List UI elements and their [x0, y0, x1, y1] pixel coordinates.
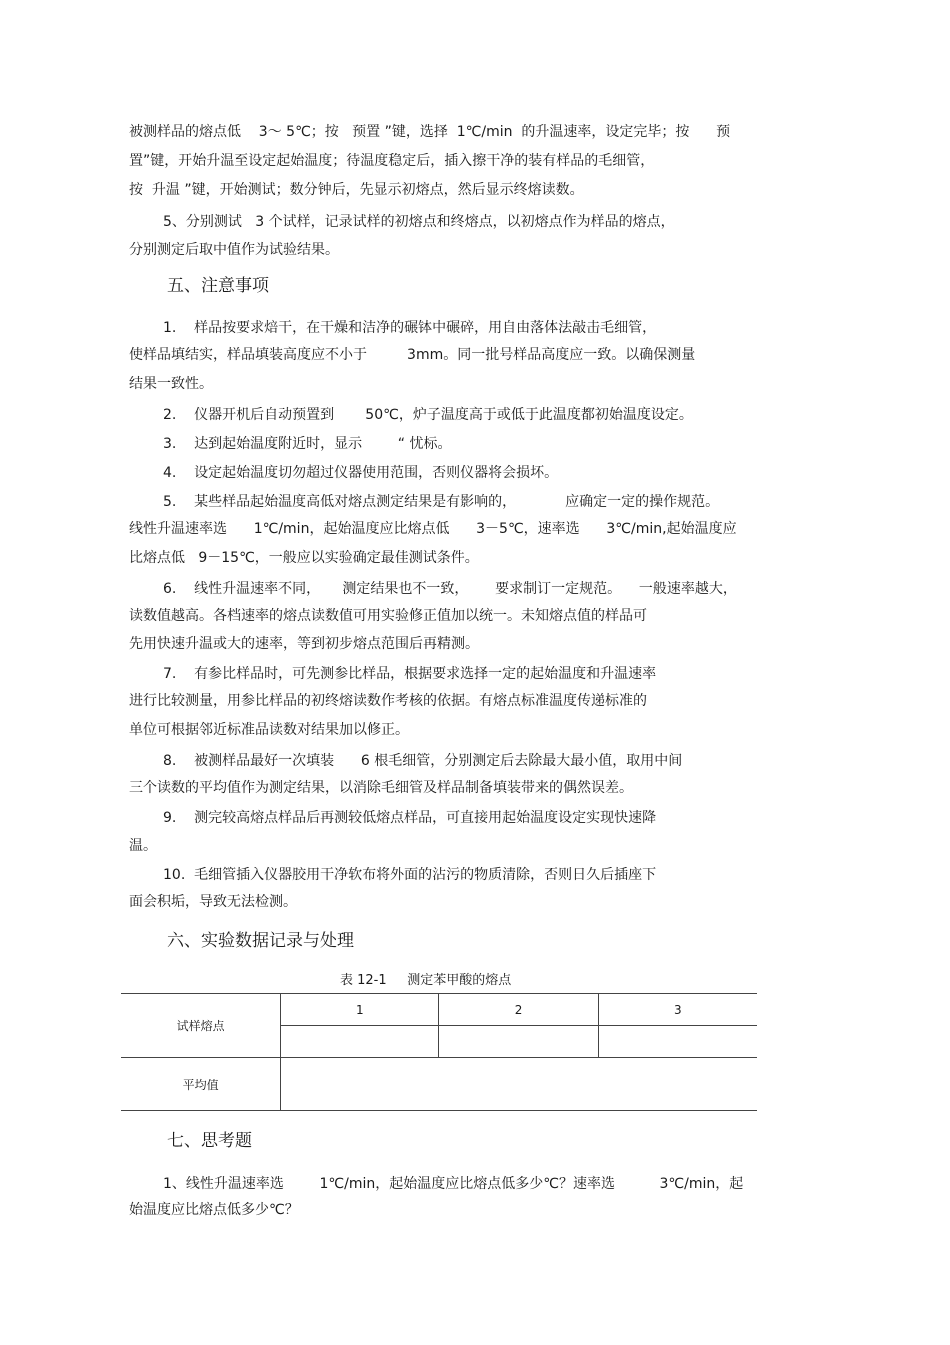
note-line: 1. 样品按要求焙干，在干燥和洁净的碾钵中碾碎，用自由落体法敲击毛细管， — [163, 320, 657, 336]
average-value-cell — [281, 1058, 757, 1111]
note-line: 线性升温速率选 1℃/min，起始温度应比熔点低 3－5℃，速率选 3℃/min,起始温度应 — [129, 521, 737, 537]
table-caption: 表 12-1 测定苯甲酸的熔点 — [340, 973, 512, 988]
section-title-data-record: 六、实验数据记录与处理 — [167, 931, 354, 951]
note-line: 三个读数的平均值作为测定结果，以消除毛细管及样品制备填装带来的偶然误差。 — [129, 780, 633, 796]
note-line: 6. 线性升温速率不同， 测定结果也不一致， 要求制订一定规范。 一般速率越大， — [163, 581, 737, 597]
note-line: 先用快速升温或大的速率，等到初步熔点范围后再精测。 — [129, 636, 479, 652]
note-line: 5. 某些样品起始温度高低对熔点测定结果是有影响的， 应确定一定的操作规范。 — [163, 494, 720, 510]
note-line: 结果一致性。 — [129, 376, 213, 392]
melting-point-table — [121, 993, 757, 1111]
note-line: 进行比较测量，用参比样品的初终熔读数作考核的依据。有熔点标准温度传递标准的 — [129, 693, 647, 709]
note-line: 8. 被测样品最好一次填装 6 根毛细管，分别测定后去除最大最小值，取用中间 — [163, 753, 683, 769]
note-line: 9. 测完较高熔点样品后再测较低熔点样品，可直接用起始温度设定实现快速降 — [163, 810, 657, 826]
procedure-line: 被测样品的熔点低 3～ 5℃；按 预置 ”键，选择 1℃/min 的升温速率，设定完毕；按 预 — [129, 124, 731, 140]
procedure-line: 按 升温 ”键，开始测试；数分钟后，先显示初熔点，然后显示终熔读数。 — [129, 182, 584, 198]
value-cell-3 — [598, 1026, 757, 1058]
value-cell-2 — [439, 1026, 598, 1058]
procedure-line: 分别测定后取中值作为试验结果。 — [129, 242, 339, 258]
col-header-1: 1 — [281, 994, 439, 1026]
section-title-precautions: 五、注意事项 — [167, 276, 269, 296]
note-line: 3. 达到起始温度附近时，显示 “ 忧标。 — [163, 436, 452, 452]
note-line: 读数值越高。各档速率的熔点读数值可用实验修正值加以统一。未知熔点值的样品可 — [129, 608, 647, 624]
col-header-3: 3 — [598, 994, 757, 1026]
section-title-questions: 七、思考题 — [167, 1131, 252, 1151]
note-line: 面会积垢，导致无法检测。 — [129, 894, 297, 910]
row-label-average: 平均值 — [121, 1058, 281, 1111]
note-line: 单位可根据邻近标准品读数对结果加以修正。 — [129, 722, 409, 738]
note-line: 温。 — [129, 838, 157, 854]
note-line: 使样品填结实，样品填装高度应不小于 3mm。同一批号样品高度应一致。以确保测量 — [129, 347, 696, 363]
row-label-sample-melting-point: 试样熔点 — [121, 994, 281, 1058]
procedure-line: 5、分别测试 3 个试样，记录试样的初熔点和终熔点，以初熔点作为样品的熔点， — [163, 214, 675, 230]
note-line: 7. 有参比样品时，可先测参比样品，根据要求选择一定的起始温度和升温速率 — [163, 666, 657, 682]
value-cell-1 — [281, 1026, 439, 1058]
note-line: 10. 毛细管插入仪器胶用干净软布将外面的沾污的物质清除，否则日久后插座下 — [163, 867, 657, 883]
procedure-line: 置”键，开始升温至设定起始温度；待温度稳定后，插入擦干净的装有样品的毛细管， — [129, 153, 655, 169]
note-line: 2. 仪器开机后自动预置到 50℃，炉子温度高于或低于此温度都初始温度设定。 — [163, 407, 693, 423]
question-line: 始温度应比熔点低多少℃？ — [129, 1202, 299, 1218]
note-line: 比熔点低 9－15℃，一般应以实验确定最佳测试条件。 — [129, 550, 479, 566]
col-header-2: 2 — [439, 994, 598, 1026]
question-line: 1、线性升温速率选 1℃/min，起始温度应比熔点低多少℃？速率选 3℃/min，起 — [163, 1176, 744, 1192]
note-line: 4. 设定起始温度切勿超过仪器使用范围，否则仪器将会损坏。 — [163, 465, 559, 481]
